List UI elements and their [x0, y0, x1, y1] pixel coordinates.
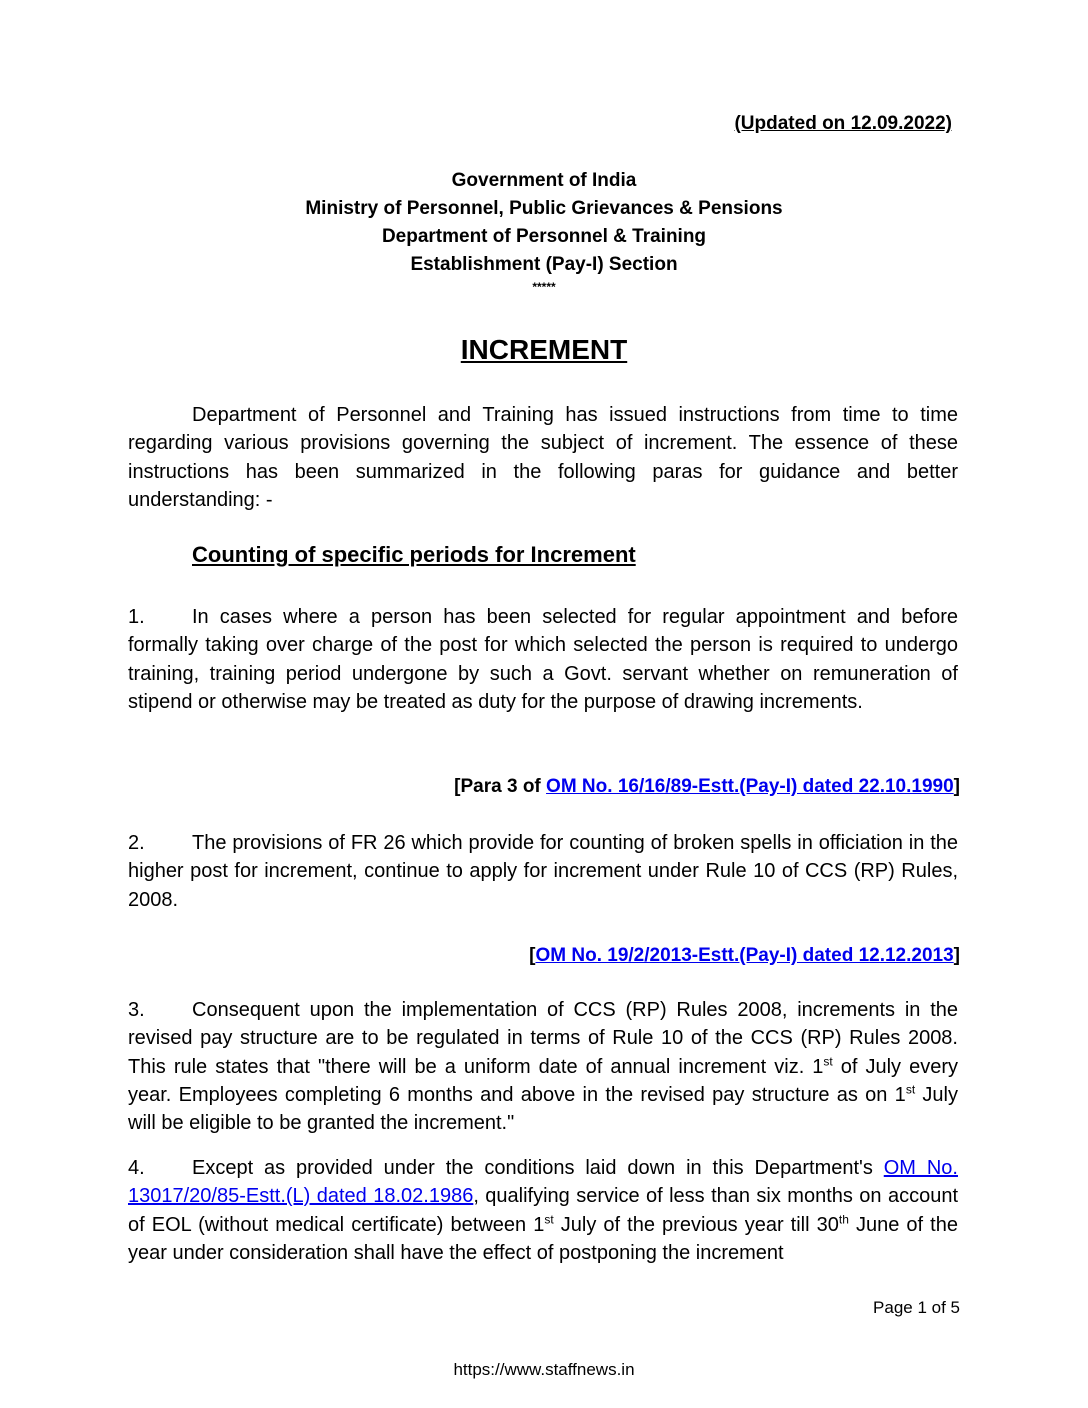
para-number: 2.: [128, 832, 145, 854]
paragraph-4: [128, 1154, 958, 1267]
paragraph-1: [128, 603, 958, 716]
para-text: Consequent upon the implementation of CCS (RP) Rules 2008, increments in the revised pay structure are to be regulated in terms of Rule 10 of the CCS (RP) Rules 2008. This rule states that "there will be a uniform date of annual increment viz. 1: [128, 999, 958, 1078]
separator-stars: *****: [532, 280, 556, 294]
para-text: June of the year under consideration shall have the effect of postponing the increment: [128, 1213, 958, 1264]
citation-link[interactable]: OM No. 16/16/89-Estt.(Pay-I) dated 22.10.1990: [546, 776, 954, 797]
superscript: st: [823, 1053, 833, 1068]
header-department: Department of Personnel & Training: [381, 226, 707, 247]
letterhead: [0, 167, 1088, 279]
document-title: INCREMENT: [460, 334, 628, 365]
superscript: st: [544, 1211, 554, 1226]
superscript: st: [905, 1082, 916, 1097]
intro-paragraph: [128, 401, 958, 514]
para-number: 4.: [128, 1157, 145, 1179]
header-government: Government of India: [451, 170, 637, 191]
superscript: th: [838, 1211, 849, 1226]
citation-prefix: [Para 3 of: [454, 776, 547, 797]
para-text: of July every year. Employees completing 6 months and above in the revised pay structure as on 1: [128, 1055, 958, 1106]
citation-suffix: ]: [953, 945, 960, 966]
page-number: Page 1 of 5: [873, 1298, 960, 1317]
section-heading: Counting of specific periods for Increment: [192, 542, 636, 567]
citation-1: [454, 776, 960, 798]
para-text: In cases where a person has been selected for regular appointment and before formally taking over charge of the post for which selected the person is required to undergo training, training period undergone by such a Govt. servant whether on remuneration of stipend or otherwise may be treated as duty for the purpose of drawing increments.: [128, 606, 958, 713]
citation-2: [529, 945, 960, 967]
para-text: The provisions of FR 26 which provide for counting of broken spells in officiation in the higher post for increment, continue to apply for increment under Rule 10 of CCS (RP) Rules, 2008.: [128, 832, 958, 911]
om-link[interactable]: OM No. 13017/20/85-Estt.(L) dated 18.02.1986: [128, 1157, 958, 1208]
citation-suffix: ]: [953, 776, 960, 797]
paragraph-3: [128, 996, 958, 1137]
para-text: July of the previous year till 30: [553, 1213, 839, 1236]
citation-link[interactable]: OM No. 19/2/2013-Estt.(Pay-I) dated 12.12.2013: [535, 945, 954, 966]
para-number: 1.: [128, 606, 145, 628]
citation-prefix: [: [529, 945, 536, 966]
paragraph-2: [128, 829, 958, 914]
para-text: Except as provided under the conditions laid down in this Department's: [192, 1157, 884, 1179]
intro-text: Department of Personnel and Training has issued instructions from time to time regarding various provisions governing the subject of increment. The essence of these instructions has been summarized in the following paras for guidance and better understanding: -: [128, 404, 958, 511]
footer-url: https://www.staffnews.in: [453, 1360, 635, 1379]
para-text: July will be eligible to be granted the increment.": [128, 1083, 958, 1135]
para-text: , qualifying service of less than six months on account of EOL (without medical certificate) between 1: [128, 1185, 959, 1236]
header-ministry: Ministry of Personnel, Public Grievances & Pensions: [305, 198, 783, 219]
header-section: Establishment (Pay-I) Section: [410, 254, 678, 275]
para-number: 3.: [128, 999, 145, 1021]
updated-date: (Updated on 12.09.2022): [734, 113, 952, 134]
